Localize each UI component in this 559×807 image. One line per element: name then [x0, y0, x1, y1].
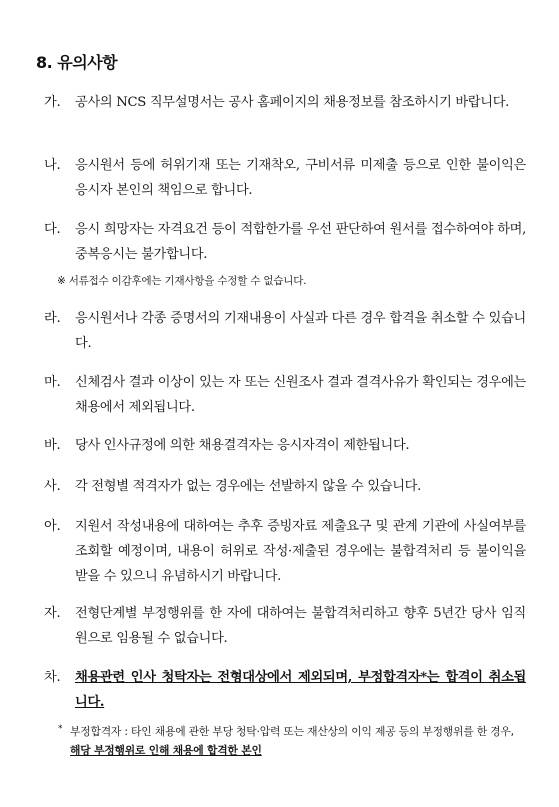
item-marker: 라.: [44, 311, 61, 326]
item-text: 응시원서 등에 허위기재 또는 기재착오, 구비서류 미제출 등으로 인한 불이익은 응시자 본인의 책임으로 합니다.: [75, 158, 526, 198]
item-marker: 사.: [44, 479, 61, 494]
item-marker: 아.: [44, 519, 61, 534]
item-text: 응시 희망자는 자격요건 등이 적합한가를 우선 판단하여 원서를 접수하여야 하며, 중복응시는 불가합니다.: [75, 222, 526, 262]
item-text: 지원서 작성내용에 대하여는 추후 증빙자료 제출요구 및 관계 기관에 사실여부를 조회할 예정이며, 내용이 허위로 작성·제출된 경우에는 불합격처리 등 불이익을 받을 수 있으니 유념하시기 바랍니다.: [75, 519, 526, 584]
item-marker: 바.: [44, 438, 61, 453]
list-item: [44, 474, 526, 499]
note-text: ※ 서류접수 이감후에는 기재사항을 수정할 수 없습니다.: [57, 275, 307, 287]
footnote-marker: *: [58, 724, 63, 734]
item-text: 공사의 NCS 직무설명서는 공사 홈페이지의 채용정보를 참조하시기 바랍니다.: [75, 95, 510, 110]
item-marker: 자.: [44, 606, 61, 621]
list-item: [44, 217, 526, 267]
item-text: 전형단계별 부정행위를 한 자에 대하여는 불합격처리하고 향후 5년간 당사 임직원으로 임용될 수 없습니다.: [75, 606, 526, 646]
footnote: [58, 722, 526, 760]
section-heading: 8. 유의사항: [36, 53, 118, 72]
footnote-highlight: 해당 부정행위로 인해 채용에 합격한 본인: [70, 744, 262, 757]
list-item: [44, 90, 526, 115]
item-text: 각 전형별 적격자가 없는 경우에는 선발하지 않을 수 있습니다.: [75, 479, 422, 494]
list-item: [44, 370, 526, 420]
list-item-emphasized: [44, 665, 526, 715]
list-item: [44, 601, 526, 651]
list-item: [44, 306, 526, 356]
item-text: 당사 인사규정에 의한 채용결격자는 응시자격이 제한됩니다.: [75, 438, 410, 453]
item-marker: 다.: [44, 222, 61, 237]
item-text: 응시원서나 각종 증명서의 기재내용이 사실과 다른 경우 합격을 취소할 수 있습니다.: [75, 311, 526, 351]
list-item: [44, 433, 526, 458]
footnote-text: 부정합격자 : 타인 채용에 관한 부당 청탁·압력 또는 재산상의 이익 제공 등의 부정행위를 한 경우,: [70, 725, 514, 738]
item-marker: 차.: [44, 670, 61, 685]
item-text: 신체검사 결과 이상이 있는 자 또는 신원조사 결과 결격사유가 확인되는 경우에는 채용에서 제외됩니다.: [75, 375, 526, 415]
item-marker: 마.: [44, 375, 61, 390]
item-text: 채용관련 인사 청탁자는 전형대상에서 제외되며, 부정합격자*는 합격이 취소됩니다.: [75, 670, 526, 710]
item-marker: 가.: [44, 95, 61, 110]
list-item: [44, 514, 526, 589]
list-item: [44, 153, 526, 203]
item-marker: 나.: [44, 158, 61, 173]
